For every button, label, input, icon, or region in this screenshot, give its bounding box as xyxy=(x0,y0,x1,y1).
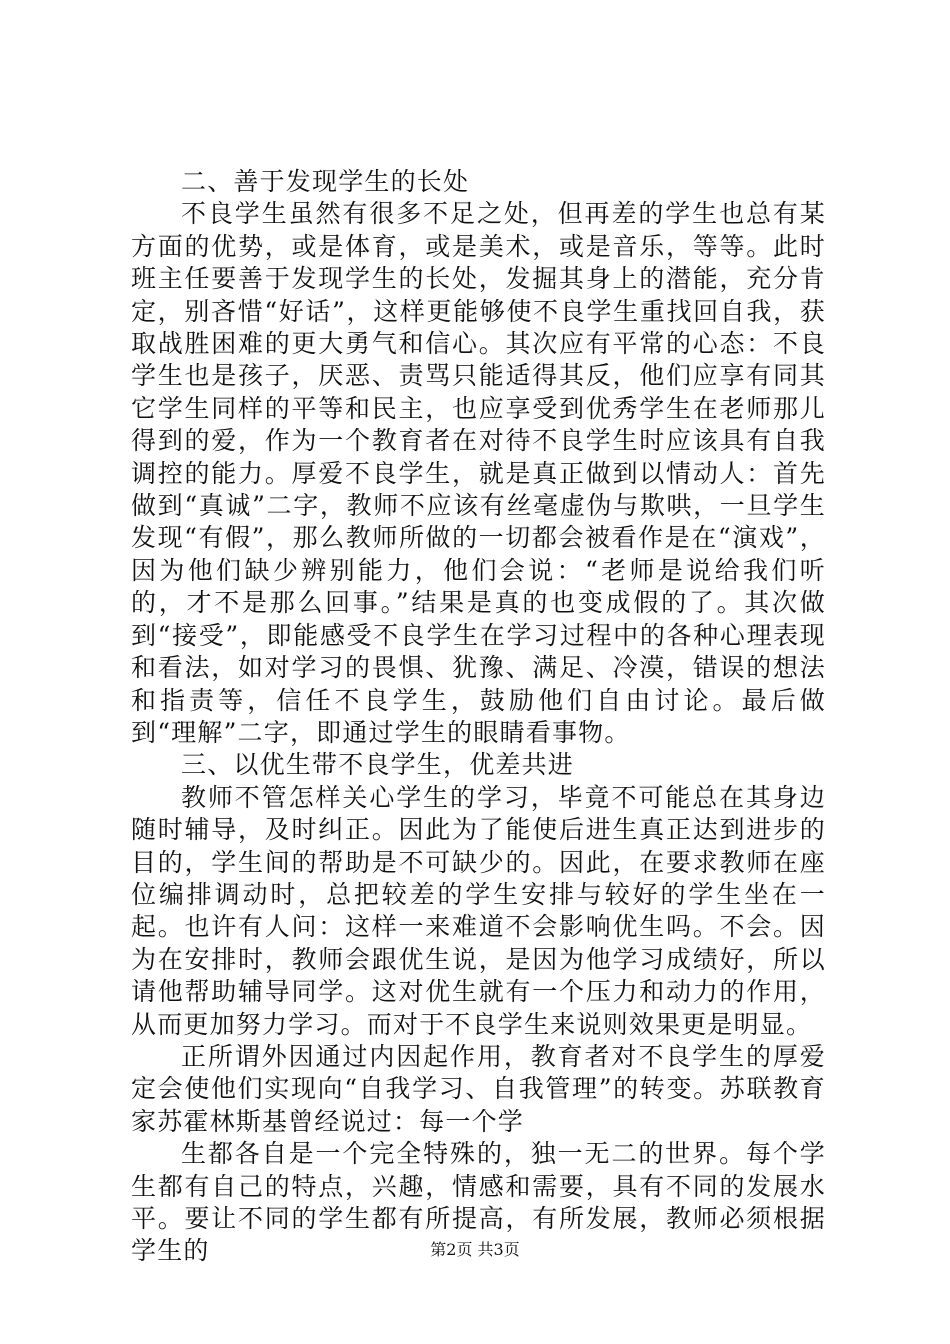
paragraph: 教师不管怎样关心学生的学习，毕竟不可能总在其身边随时辅导，及时纠正。因此为了能使后进生真正达到进步的目的，学生间的帮助是不可缺少的。因此，在要求教师在座位编排调动时，总把较差的学生安排与较好的学生坐在一起。也许有人问：这样一来难道不会影响优生吗。不会。因为在安排时，教师会跟优生说，是因为他学习成绩好，所以请他帮助辅导同学。这对优生就有一个压力和动力的作用，从而更加努力学习。而对于不良学生来说则效果更是明显。 xyxy=(131,782,826,1039)
section-heading-2: 二、善于发现学生的长处 xyxy=(181,167,470,196)
paragraph: 正所谓外因通过内因起作用，教育者对不良学生的厚爱定会使他们实现向“自我学习、自我管理”的转变。苏联教育家苏霍林斯基曾经说过：每一个学 xyxy=(131,1041,826,1136)
document-body xyxy=(131,166,826,1268)
paragraph: 不良学生虽然有很多不足之处，但再差的学生也总有某方面的优势，或是体育，或是美术，或是音乐，等等。此时班主任要善于发现学生的长处，发掘其身上的潜能，充分肯定，别吝惜“好话”，这样更能够使不良学生重找回自我，获取战胜困难的更大勇气和信心。其次应有平常的心态：不良学生也是孩子，厌恶、责骂只能适得其反，他们应享有同其它学生同样的平等和民主，也应享受到优秀学生在老师那儿得到的爱，作为一个教育者在对待不良学生时应该具有自我调控的能力。厚爱不良学生，就是真正做到以情动人：首先做到“真诚”二字，教师不应该有丝毫虚伪与欺哄，一旦学生发现“有假”，那么教师所做的一切都会被看作是在“演戏”，因为他们缺少辨别能力，他们会说：“老师是说给我们听的，才不是那么回事。”结果是真的也变成假的了。其次做到“接受”，即能感受不良学生在学习过程中的各种心理表现和看法，如对学习的畏惧、犹豫、满足、冷漠，错误的想法和指责等，信任不良学生，鼓励他们自由讨论。最后做到“理解”二字，即通过学生的眼睛看事物。 xyxy=(131,199,826,747)
section-heading-3: 三、以优生带不良学生，优差共进 xyxy=(181,750,575,780)
page-number-footer: 第2页 共3页 xyxy=(430,1240,520,1259)
paragraph: 生都各自是一个完全特殊的，独一无二的世界。每个学生都有自己的特点，兴趣，情感和需要，具有不同的发展水平。要让不同的学生都有所提高，有所发展，教师必须根据学生的 xyxy=(131,1139,826,1266)
